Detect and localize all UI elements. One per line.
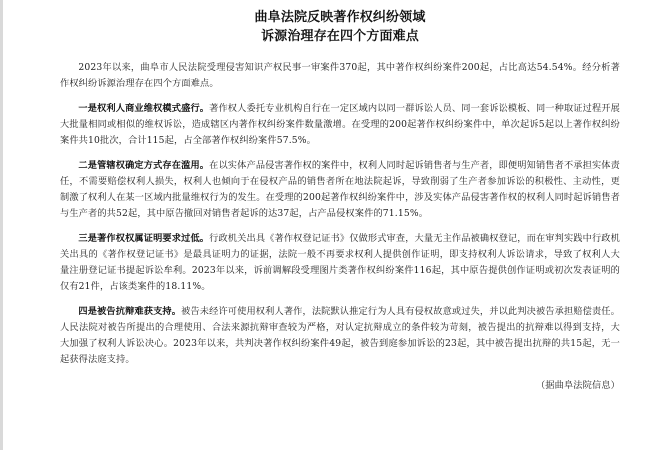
paragraph-intro [60, 60, 620, 92]
paragraph-point-3 [60, 231, 620, 295]
title-line-2: 诉源治理存在四个方面难点 [261, 29, 419, 44]
paragraph-text: 被告未经许可使用权利人著作，法院默认推定行为人具有侵权故意或过失，并以此判决被告承担赔偿责任。人民法院对被告所提出的合理使用、合法来源抗辩审查较为严格，对认定抗辩成立的条件较为苛刻，被告提出的抗辩难以得到支持，大大加强了权利人诉讼决心。2023年以来，共判决著作权纠纷案件49起，被告到庭参加诉讼的23起，其中被告提出抗辩的共15起，无一起获得法庭支持。 [60, 306, 620, 365]
paragraph-text: 2023年以来，曲阜市人民法院受理侵害知识产权民事一审案件370起，其中著作权纠纷案件200起，占比高达54.54%。经分析著作权纠纷诉源治理存在四个方面难点。 [60, 62, 620, 89]
paragraph-lead: 一是权利人商业维权模式盛行。 [78, 103, 210, 114]
paragraph-text: 行政机关出具《著作权登记证书》仅做形式审查，大量无主作品被确权登记，而在审判实践中行政机关出具的《著作权登记证书》是最具证明力的证据，法院一般不再要求权利人提供创作证明，即支持权利人诉讼请求，导致了权利人大量注册登记证书提起诉讼牟利。2023年以来，诉前调解段受理图片类著作权纠纷案件116起，其中原告提供创作证明或初次发表证明的仅有21件，占该类案件的18.11%。 [60, 233, 620, 292]
paragraph-lead: 二是管辖权确定方式存在滥用。 [78, 160, 210, 171]
paragraph-text: 著作权人委托专业机构自行在一定区域内以同一群诉讼人员、同一套诉讼模板、同一种取证过程开展大批量相同或相似的维权诉讼，造成辖区内著作权纠纷案件数量激增。在受理的200起著作权纠纷案件中，单次起诉5起以上著作权纠纷案件共10批次，合计115起，占全部著作权纠纷案件57.5%。 [60, 103, 620, 146]
paragraph-point-4 [60, 304, 620, 368]
source-credit: （据曲阜法院信息） [535, 380, 620, 391]
paragraph-text: 在以实体产品侵害著作权的案件中，权利人同时起诉销售者与生产者，即便明知销售者不承担实体责任，不需要赔偿权利人损失，权利人也倾向于在侵权产品的销售者所在地法院起诉，导致削弱了生产者参加诉讼的积极性、主动性，更制激了权利人在某一区域内批量维权行为的发生。在受理的200起著作权纠纷案件中，涉及实体产品侵害著作权的权利人同时起诉销售者与生产者的共52起，其中原告撤回对销售者起诉的达37起，占产品侵权案件的71.15%。 [60, 160, 620, 219]
paragraph-lead: 三是著作权权属证明要求过低。 [78, 233, 210, 244]
paragraph-point-2 [60, 158, 620, 222]
left-scroll-edge [0, 0, 3, 450]
paragraph-point-1 [60, 101, 620, 149]
article [60, 8, 620, 403]
article-title [60, 8, 620, 46]
title-line-1: 曲阜法院反映著作权纠纷领域 [254, 10, 426, 25]
paragraph-lead: 四是被告抗辩难获支持。 [78, 306, 182, 317]
